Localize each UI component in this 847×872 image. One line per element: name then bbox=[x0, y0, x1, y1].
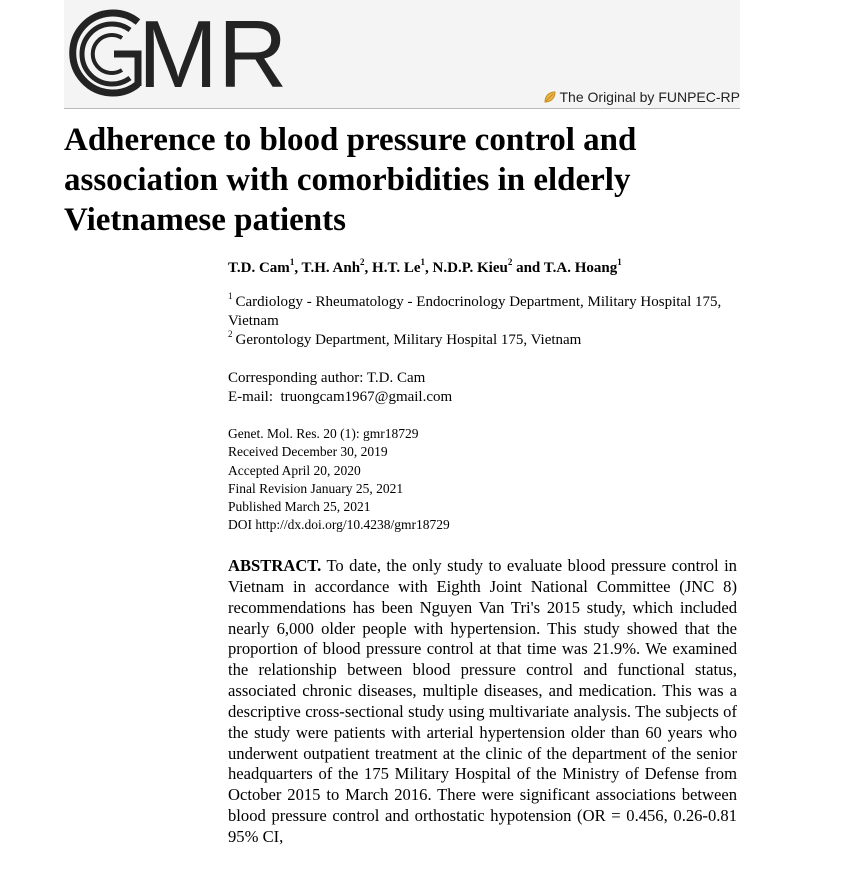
author-name: T.A. Hoang bbox=[543, 260, 618, 276]
affiliation-number: 1 bbox=[228, 291, 233, 301]
accepted-date: Accepted April 20, 2020 bbox=[228, 462, 361, 478]
published-date: Published March 25, 2021 bbox=[228, 499, 371, 515]
tagline-text: The Original by FUNPEC-RP bbox=[559, 89, 740, 105]
affiliation-number: 2 bbox=[228, 329, 233, 339]
received-date: Received December 30, 2019 bbox=[228, 444, 388, 460]
abstract bbox=[228, 556, 737, 848]
citation: Genet. Mol. Res. 20 (1): gmr18729 bbox=[228, 426, 419, 441]
author-separator: and bbox=[512, 260, 544, 276]
gmr-swirl-icon bbox=[64, 6, 144, 104]
final-revision-date: Final Revision January 25, 2021 bbox=[228, 480, 404, 496]
author-separator: , bbox=[294, 260, 302, 276]
author-affiliation-marker: 1 bbox=[420, 257, 426, 267]
author-name: H.T. Le bbox=[372, 260, 421, 276]
affiliation-list bbox=[228, 293, 738, 350]
author-separator: , bbox=[364, 260, 373, 276]
article-meta bbox=[228, 258, 738, 535]
doi-link[interactable]: DOI http://dx.doi.org/10.4238/gmr18729 bbox=[228, 517, 450, 533]
publisher-tagline bbox=[543, 88, 741, 106]
corresponding-email[interactable]: E-mail: truongcam1967@gmail.com bbox=[228, 389, 453, 405]
author-affiliation-marker: 1 bbox=[617, 257, 622, 267]
abstract-label: ABSTRACT. bbox=[228, 556, 322, 575]
journal-masthead bbox=[64, 0, 740, 109]
affiliation-1 bbox=[228, 293, 738, 331]
affiliation-2 bbox=[228, 331, 738, 350]
author-list bbox=[228, 258, 738, 278]
author-name: N.D.P. Kieu bbox=[432, 260, 508, 276]
publication-info bbox=[228, 425, 738, 535]
author-affiliation-marker: 2 bbox=[507, 257, 513, 267]
affiliation-text: Gerontology Department, Military Hospital 175, Vietnam bbox=[235, 332, 582, 348]
author-name: T.H. Anh bbox=[301, 260, 361, 276]
author-separator: , bbox=[425, 260, 433, 276]
author-name: T.D. Cam bbox=[228, 260, 290, 276]
corresponding-author bbox=[228, 369, 738, 407]
author-affiliation-marker: 1 bbox=[289, 257, 295, 267]
abstract-text: To date, the only study to evaluate blood pressure control in Vietnam in accordance with Eighth Joint National Committee (JNC 8) recommendations has been Nguyen Van Tri's 2015 study, which included nearly 6,000 older people with hypertension. This study showed that the proportion of blood pressure control at that time was 21.9%. We examined the relationship between blood pressure control and functional status, associated chronic diseases, multiple diseases, and medication. This was a descriptive cross-sectional study using multivariate analysis. The subjects of the study were patients with arterial hypertension older than 60 years who underwent outpatient treatment at the clinic of the department of the senior headquarters of the 175 Military Hospital of the Ministry of Defense from October 2015 to March 2016. There were significant associations between blood pressure control and orthostatic hypotension (OR = 0.456, 0.26-0.81 95% CI, bbox=[228, 556, 737, 846]
logo-letters: MR bbox=[138, 1, 288, 108]
affiliation-text: Cardiology - Rheumatology - Endocrinology Department, Military Hospital 175, Vietnam bbox=[228, 294, 722, 329]
corresponding-author-line: Corresponding author: T.D. Cam bbox=[228, 370, 426, 386]
author-affiliation-marker: 2 bbox=[360, 257, 365, 267]
funpec-leaf-icon bbox=[543, 90, 557, 104]
gmr-logo bbox=[64, 1, 324, 108]
article-title: Adherence to blood pressure control and association with comorbidities in elderly Vietnamese patients bbox=[64, 122, 637, 238]
